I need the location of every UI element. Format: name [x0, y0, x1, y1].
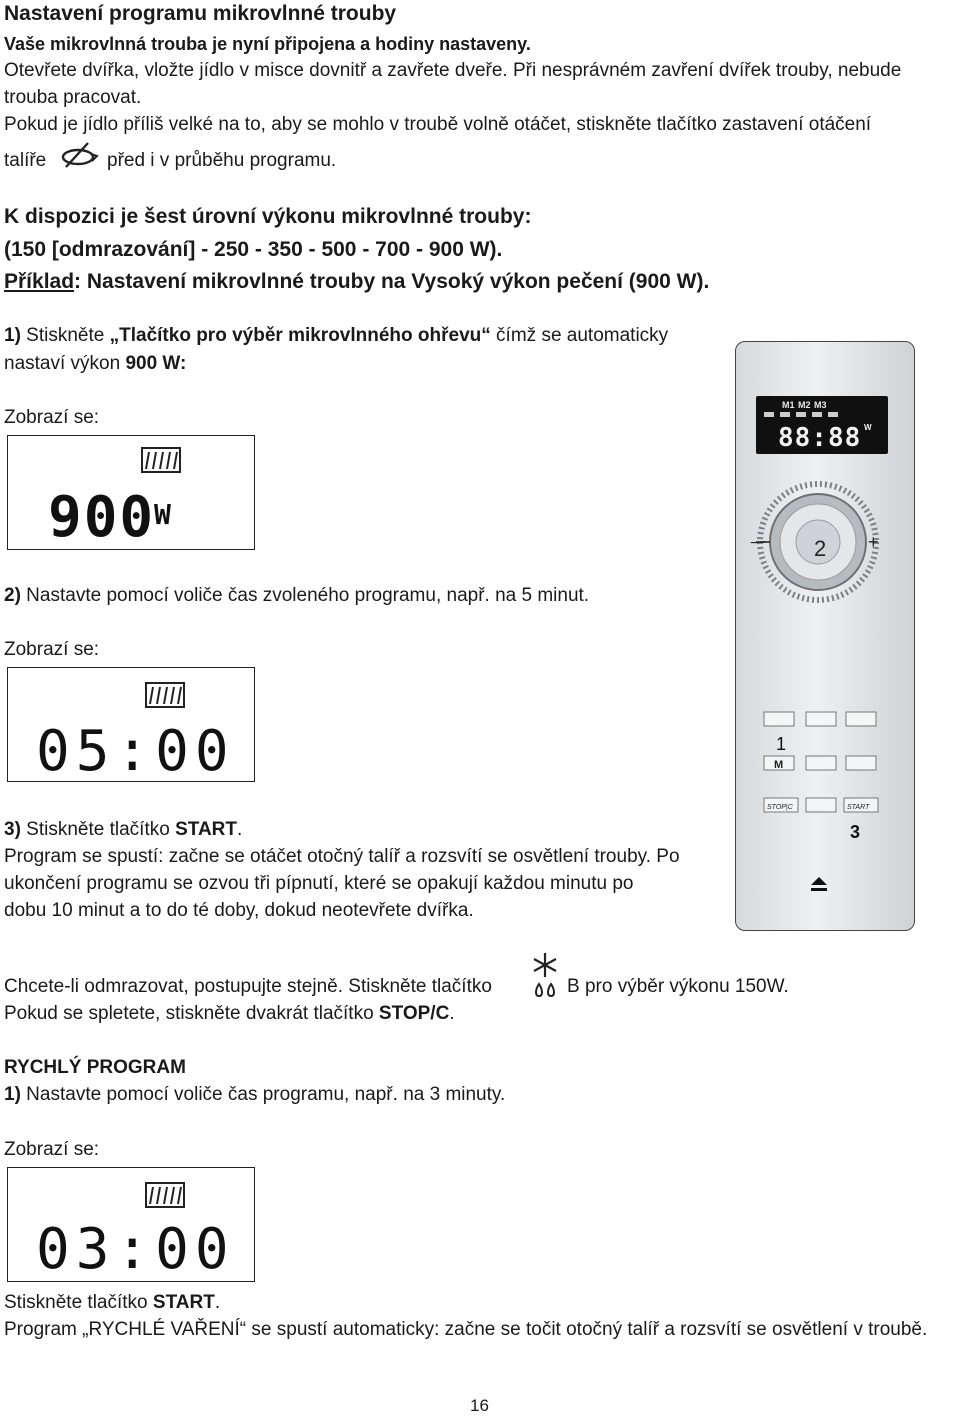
shows-label-1: Zobrazí se:: [4, 407, 100, 428]
lcd-time-value: 05:00: [36, 719, 235, 781]
lcd-display-time-5: [7, 667, 255, 782]
panel-callout-1: 1: [776, 734, 787, 754]
lcd-time-value: 03:00: [36, 1217, 235, 1281]
panel-mem-1: M1: [782, 400, 795, 410]
quick-step-1: [4, 1083, 505, 1107]
panel-mem-2: M2: [798, 400, 811, 410]
step3-line-1: [4, 818, 242, 842]
microwave-icon: [142, 448, 180, 472]
step1-button-name: „Tlačítko pro výběr mikrovlnného ohřevu“: [109, 325, 491, 346]
example-label: Příklad: [4, 270, 75, 293]
selector-dial: [750, 484, 879, 600]
lcd-display-power: [7, 435, 255, 550]
final-start: START: [152, 1292, 215, 1313]
step3-text-c: .: [237, 819, 243, 840]
eject-icon: [811, 877, 827, 891]
step3-line-4: dobu 10 minut a to do té doby, dokud neotevřete dvířka.: [4, 900, 474, 921]
quick-text: Nastavte pomocí voliče čas programu, např. na 3 minuty.: [20, 1084, 506, 1105]
step1-num: 1): [4, 325, 21, 346]
lcd-power-unit: W: [154, 498, 171, 531]
step2-num: 2): [4, 585, 21, 606]
step1-line-2: [4, 352, 186, 376]
step3-line-2: Program se spustí: začne se otáčet otočný talíř a rozsvítí se osvětlení trouby. Po: [4, 846, 680, 867]
defrost-icon: [529, 950, 563, 1005]
final-line-1: [4, 1291, 220, 1315]
panel-display: [756, 396, 888, 454]
final-line1-a: Stiskněte tlačítko: [4, 1292, 153, 1313]
defrost-line-1-b: B pro výběr výkonu 150W.: [567, 976, 789, 997]
intro-bold: Vaše mikrovlnná trouba je nyní připojena a hodiny nastaveny.: [4, 34, 531, 54]
intro-line-2: trouba pracovat.: [4, 87, 142, 108]
step2-text: Nastavte pomocí voliče čas zvoleného programu, např. na 5 minut.: [20, 585, 590, 606]
step3-text-a: Stiskněte tlačítko: [20, 819, 176, 840]
defrost-line2-a: Pokud se spletete, stiskněte dvakrát tlačítko: [4, 1003, 379, 1024]
defrost-stop: STOP/C: [378, 1003, 450, 1024]
panel-stop-button: STOP|C: [767, 804, 793, 811]
step1-line2-a: nastaví výkon: [4, 353, 126, 374]
panel-m-button: M: [774, 759, 784, 771]
panel-digits: 88:88: [778, 423, 862, 453]
step3-line-3: ukončení programu se ozvou tři pípnutí, které se opakují každou minutu po: [4, 873, 634, 894]
control-panel: [735, 341, 915, 931]
step1-text-a: Stiskněte: [20, 325, 110, 346]
button-row-top: [764, 712, 876, 726]
quick-heading: RYCHLÝ PROGRAM: [4, 1057, 186, 1078]
lcd-display-time-3: [7, 1167, 255, 1282]
page-title: Nastavení programu mikrovlnné trouby: [4, 2, 397, 25]
intro-line-1: Otevřete dvířka, vložte jídlo v misce dovnitř a zavřete dveře. Při nesprávném zavření dvířek trouby, nebude: [4, 60, 902, 81]
defrost-line-2: [4, 1002, 455, 1026]
defrost-line-1-a: Chcete-li odmrazovat, postupujte stejně. Stiskněte tlačítko: [4, 976, 492, 997]
intro-line-3: Pokud je jídlo příliš velké na to, aby se mohlo v troubě volně otáčet, stiskněte tlačítko zastavení otáčení: [4, 114, 872, 135]
dial-callout: 2: [814, 536, 827, 561]
step1-text-c: čímž se automaticky: [490, 325, 669, 346]
turntable-stop-icon: [58, 140, 100, 175]
step3-num: 3): [4, 819, 21, 840]
step3-start: START: [175, 819, 238, 840]
quick-num: 1): [4, 1084, 21, 1105]
lcd-power-value: 900: [48, 485, 156, 549]
panel-unit: W: [864, 423, 872, 432]
shows-label-3: Zobrazí se:: [4, 1139, 100, 1160]
microwave-icon: [146, 1183, 184, 1207]
dial-plus: +: [868, 532, 879, 552]
intro-line-4-a: talíře: [4, 150, 47, 171]
step1-power: 900 W:: [125, 353, 187, 374]
page-number: 16: [470, 1396, 489, 1415]
step2-line: [4, 584, 589, 608]
final-line1-c: .: [214, 1292, 221, 1313]
panel-start-button: START: [847, 804, 870, 811]
shows-label-2: Zobrazí se:: [4, 639, 100, 660]
levels-line-1: K dispozici je šest úrovní výkonu mikrovlnné trouby:: [4, 205, 532, 228]
defrost-line2-c: .: [449, 1003, 455, 1024]
panel-callout-3: 3: [850, 822, 861, 842]
intro-line-4-b: před i v průběhu programu.: [107, 150, 337, 171]
final-line-2: Program „RYCHLÉ VAŘENÍ“ se spustí automaticky: začne se točit otočný talíř a rozsvítí se osvětlení v troubě.: [4, 1319, 928, 1340]
levels-line-2: (150 [odmrazování] - 250 - 350 - 500 - 700 - 900 W).: [4, 238, 503, 261]
microwave-icon: [146, 683, 184, 707]
example-line: [4, 270, 709, 294]
panel-mem-3: M3: [814, 400, 827, 410]
example-text: : Nastavení mikrovlnné trouby na Vysoký výkon pečení (900 W).: [74, 270, 710, 293]
step1-line-1: [4, 324, 668, 348]
dial-minus: −: [750, 535, 760, 552]
